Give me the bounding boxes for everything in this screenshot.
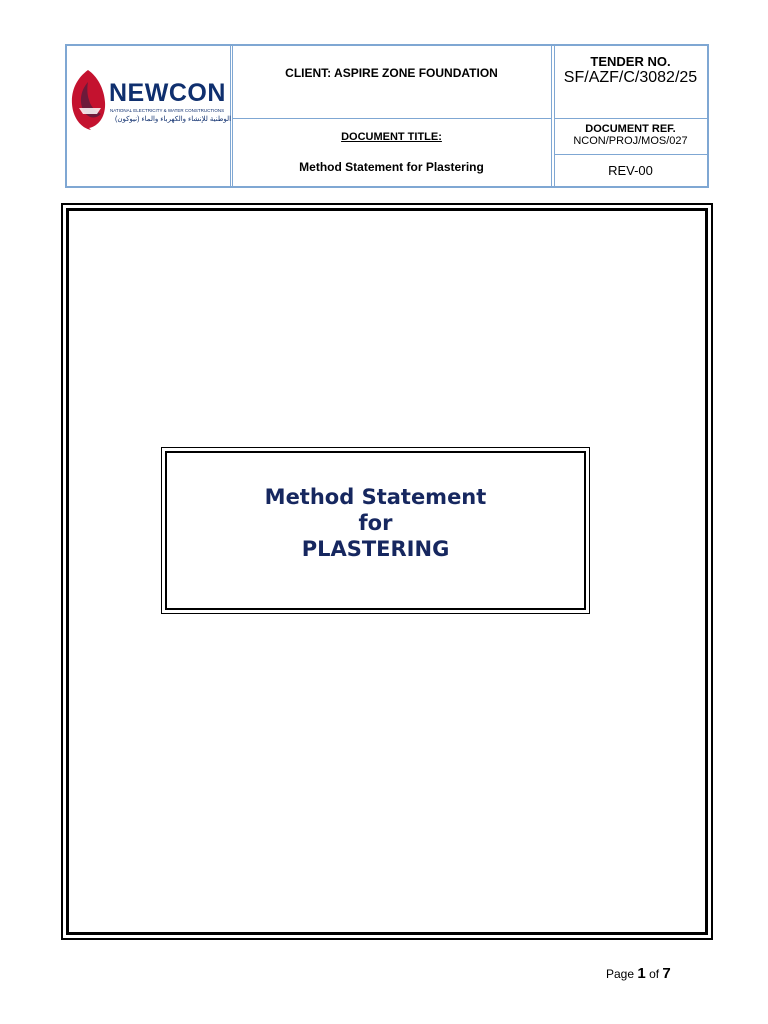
client-name: CLIENT: ASPIRE ZONE FOUNDATION	[285, 66, 498, 80]
cover-title-line2: for	[358, 511, 393, 535]
cover-title-line3: PLASTERING	[301, 537, 450, 561]
document-title-label: DOCUMENT TITLE:	[341, 131, 442, 143]
document-ref: NCON/PROJ/MOS/027	[573, 135, 688, 147]
document-title: Method Statement for Plastering	[299, 160, 484, 174]
logo-wordmark: NEWCON	[109, 79, 226, 107]
page-number: 1	[637, 965, 646, 982]
header-divider	[554, 118, 707, 119]
of-word: of	[649, 967, 660, 981]
document-ref-label: DOCUMENT REF.	[585, 123, 676, 135]
header-table	[65, 44, 709, 188]
header-divider	[232, 118, 551, 119]
cover-title-box	[161, 447, 590, 614]
page-footer	[606, 965, 671, 982]
header-divider	[554, 154, 707, 155]
total-pages: 7	[662, 965, 671, 982]
page-word: Page	[606, 967, 635, 981]
header-divider	[551, 46, 552, 186]
tender-label: TENDER NO.	[590, 54, 671, 69]
tender-number: SF/AZF/C/3082/25	[563, 69, 698, 86]
company-logo	[67, 46, 231, 186]
logo-arabic-text: الوطنية للإنشاء والكهرباء والماء (نيوكون)	[115, 116, 232, 123]
logo-tagline: NATIONAL ELECTRICITY & WATER CONSTRUCTIONS	[110, 108, 225, 113]
cover-title-line1: Method Statement	[264, 485, 487, 509]
revision: REV-00	[608, 163, 653, 178]
newcon-logo-icon	[69, 68, 107, 132]
